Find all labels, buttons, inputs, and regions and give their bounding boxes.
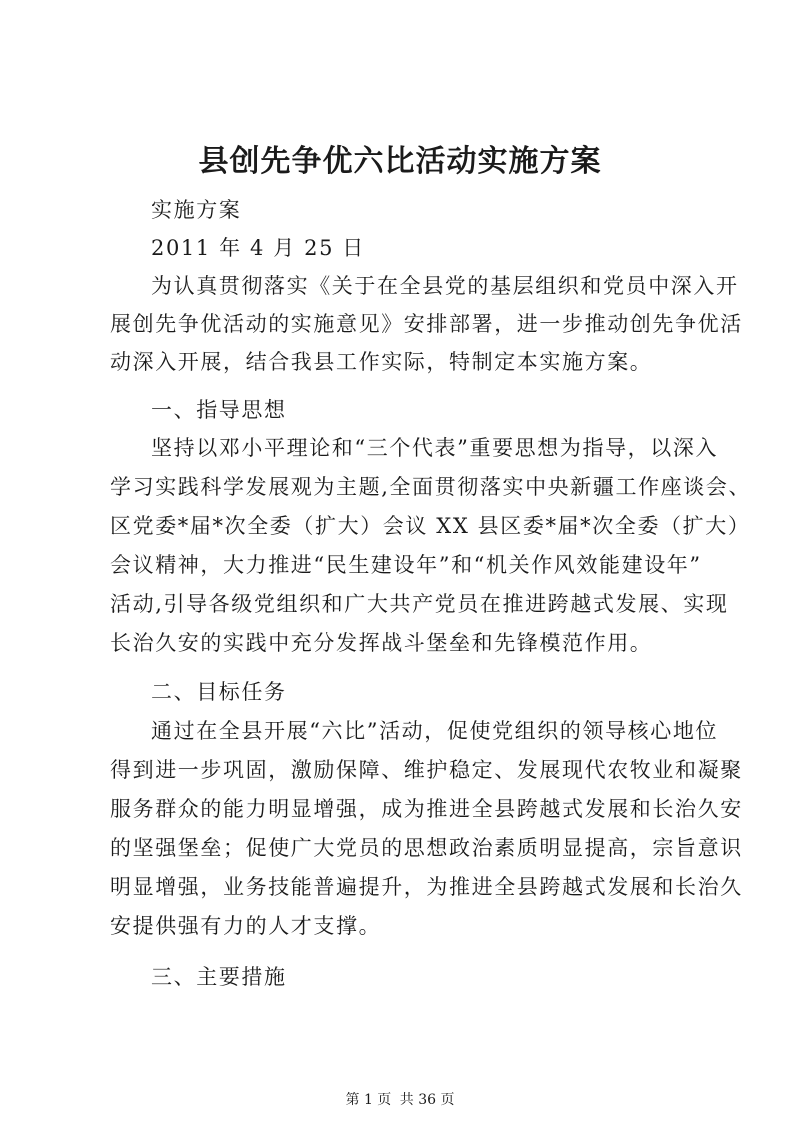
section2-line: 通过在全县开展“六比”活动，促使党组织的领导核心地位 [151, 719, 719, 743]
section2-line: 服务群众的能力明显增强，成为推进全县跨越式发展和长治久安 [110, 797, 743, 821]
document-subtitle: 实施方案 [151, 198, 242, 222]
section2-line: 安提供强有力的人才支撑。 [110, 914, 382, 938]
section2-line: 得到进一步巩固，激励保障、维护稳定、发展现代农牧业和凝聚 [110, 758, 743, 782]
section1-line: 长治久安的实践中充分发挥战斗堡垒和先锋模范作用。 [110, 631, 653, 655]
section1-line: 区党委*届*次全委（扩大）会议 XX 县区委*届*次全委（扩大） [110, 514, 751, 538]
page-total: 共 36 页 [399, 1092, 455, 1108]
section2-line: 的坚强堡垒；促使广大党员的思想政治素质明显提高，宗旨意识 [110, 836, 743, 860]
section1-line: 会议精神，大力推进“民生建设年”和“机关作风效能建设年” [110, 553, 702, 577]
intro-line: 为认真贯彻落实《关于在全县党的基层组织和党员中深入开 [151, 274, 739, 298]
section-heading: 三、主要措施 [151, 965, 287, 989]
section2-line: 明显增强，业务技能普遍提升，为推进全县跨越式发展和长治久 [110, 875, 743, 899]
intro-line: 动深入开展，结合我县工作实际，特制定本实施方案。 [110, 350, 653, 374]
section1-line: 学习实践科学发展观为主题,全面贯彻落实中央新疆工作座谈会、 [110, 475, 752, 499]
section-heading: 二、目标任务 [151, 680, 287, 704]
page-footer [0, 1090, 800, 1110]
page-number: 第 1 页 [345, 1092, 392, 1108]
document-title: 县创先争优六比活动实施方案 [198, 144, 602, 179]
section1-line: 坚持以邓小平理论和“三个代表”重要思想为指导，以深入 [151, 436, 719, 460]
section1-line: 活动,引导各级党组织和广大共产党员在推进跨越式发展、实现 [110, 592, 729, 616]
document-date: 2011 年 4 月 25 日 [151, 236, 365, 260]
intro-line: 展创先争优活动的实施意见》安排部署，进一步推动创先争优活 [110, 312, 743, 336]
section-heading: 一、指导思想 [151, 398, 287, 422]
